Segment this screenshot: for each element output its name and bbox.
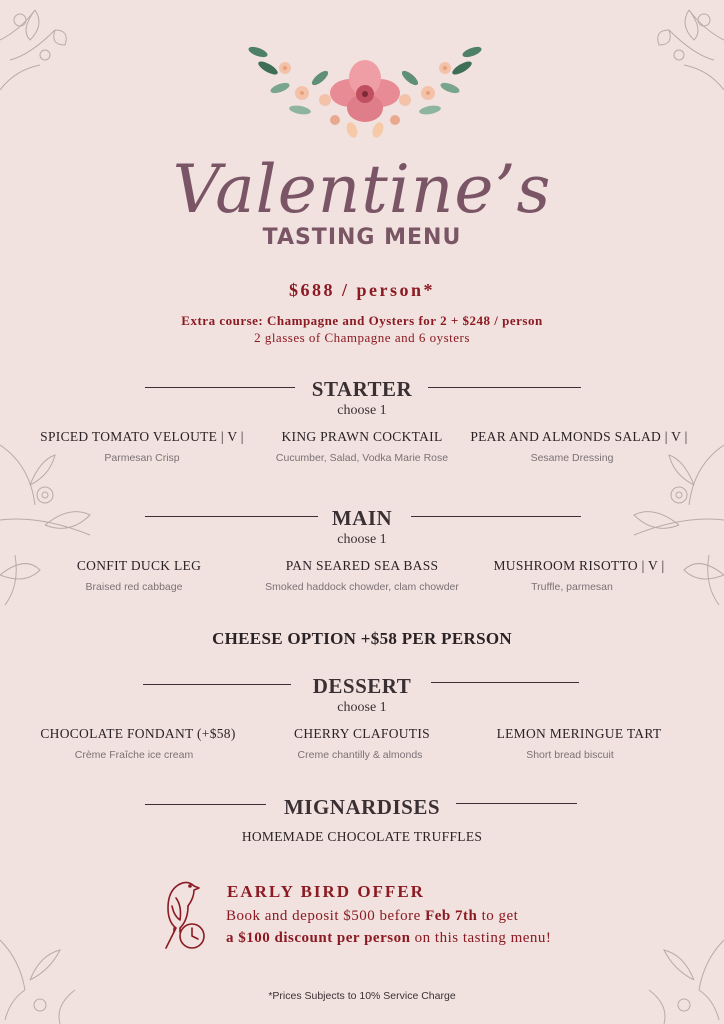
bird-clock-icon (152, 876, 212, 956)
section-heading-dessert: DESSERT (312, 674, 412, 698)
early-bird-line-1 (226, 906, 518, 926)
dish-description: Braised red cabbage (85, 581, 183, 593)
early-bird-text: on this tasting menu! (410, 930, 552, 946)
dish-description: Short bread biscuit (526, 749, 614, 761)
floral-garland (240, 38, 492, 142)
section-heading-main: MAIN (331, 506, 393, 530)
floral-corner-bottom-left (0, 930, 90, 1024)
dish-description: Truffle, parmesan (531, 581, 613, 593)
dish-name: CHOCOLATE FONDANT (+$58) (40, 726, 236, 741)
dish-description: Smoked haddock chowder, clam chowder (265, 581, 459, 593)
dish-description: Cucumber, Salad, Vodka Marie Rose (275, 452, 449, 464)
choose-instruction: choose 1 (337, 403, 387, 418)
early-bird-text: to get (477, 908, 519, 924)
extra-course-text: Extra course: Champagne and Oysters for 2 + $248 / person (181, 313, 543, 328)
section-heading-mignardises: MIGNARDISES (283, 795, 441, 819)
dish-name: KING PRAWN COCKTAIL (281, 429, 443, 444)
dish-description: Crème Fraîche ice cream (74, 749, 194, 761)
early-bird-discount: a $100 discount per person (226, 930, 411, 946)
dish-name: CHERRY CLAFOUTIS (294, 726, 430, 741)
dish-name: LEMON MERINGUE TART (496, 726, 662, 741)
cheese-option: CHEESE OPTION +$58 PER PERSON (212, 629, 512, 648)
early-bird-text: Book and deposit $500 before (226, 908, 426, 924)
dish-name: MUSHROOM RISOTTO | V | (493, 558, 665, 573)
early-bird-title: EARLY BIRD OFFER (227, 882, 425, 901)
dish-description: Sesame Dressing (530, 452, 614, 464)
early-bird-deadline: Feb 7th (425, 908, 478, 924)
dish-description: Parmesan Crisp (104, 452, 180, 464)
extra-course-detail: 2 glasses of Champagne and 6 oysters (254, 330, 470, 345)
choose-instruction: choose 1 (337, 700, 387, 715)
floral-corner-bottom-right (634, 930, 724, 1024)
dish-name: PEAR AND ALMONDS SALAD | V | (470, 429, 688, 444)
section-heading-starter: STARTER (311, 377, 413, 401)
dish-description: Creme chantilly & almonds (297, 749, 423, 761)
dish-name: PAN SEARED SEA BASS (285, 558, 439, 573)
menu-subtitle: TASTING MENU (262, 225, 462, 250)
dish-name: SPICED TOMATO VELOUTE | V | (40, 429, 244, 444)
early-bird-line-2 (226, 928, 551, 948)
menu-price: $688 / person* (288, 280, 435, 300)
choose-instruction: choose 1 (337, 532, 387, 547)
mignardises-item: HOMEMADE CHOCOLATE TRUFFLES (241, 829, 483, 844)
service-charge-note: *Prices Subjects to 10% Service Charge (268, 990, 456, 1002)
dish-name: CONFIT DUCK LEG (76, 558, 202, 573)
menu-title: Valentine’s (172, 151, 552, 228)
floral-corner-top-right (634, 0, 724, 100)
floral-corner-top-left (0, 0, 90, 100)
